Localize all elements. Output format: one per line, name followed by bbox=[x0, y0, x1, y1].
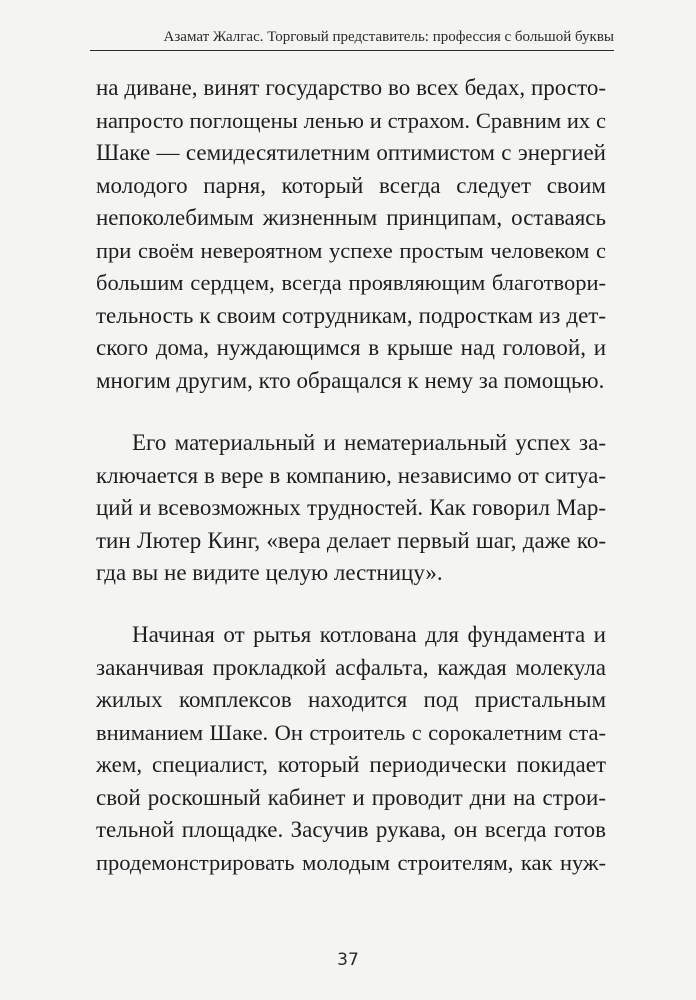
paragraph-3 bbox=[96, 619, 606, 879]
text-line: гда вы не видите целую лестницу». bbox=[96, 560, 443, 585]
text-line: тин Лютер Кинг, «вера делает первый шаг, даже ко- bbox=[96, 527, 606, 553]
text-line: продемонстрировать молодым строителям, как нуж- bbox=[96, 849, 606, 875]
running-header: Азамат Жалгас. Торговый представитель: профессия с большой буквы bbox=[90, 24, 614, 51]
paragraph-2 bbox=[96, 427, 606, 590]
text-line: напросто поглощены ленью и страхом. Сравним их с bbox=[96, 107, 606, 133]
text-line: тельность к своим сотрудникам, подросткам из дет- bbox=[96, 302, 606, 328]
text-line: жем, специалист, который периодически покидает bbox=[96, 752, 606, 777]
text-line: свой роскошный кабинет и проводит дни на строи- bbox=[96, 784, 606, 810]
text-line: Его материальный и нематериальный успех за- bbox=[132, 430, 606, 455]
text-line: ций и всевозможных трудностей. Как говорил Мар- bbox=[96, 495, 606, 520]
text-line: ключается в вере в компанию, независимо от ситуа- bbox=[96, 462, 606, 488]
text-line: ского дома, нуждающимся в крыше над головой, и bbox=[96, 335, 606, 360]
text-line: Шаке — семидесятилетним оптимистом с энергией bbox=[96, 140, 606, 165]
text-line: тельной площадке. Засучив рукава, он всегда готов bbox=[96, 817, 606, 842]
page-number: 37 bbox=[337, 950, 359, 970]
text-line: при своём невероятном успехе простым человеком с bbox=[96, 237, 606, 263]
text-line: на диване, винят государство во всех бедах, просто- bbox=[96, 75, 606, 100]
text-line: заканчивая прокладкой асфальта, каждая молекула bbox=[96, 654, 606, 680]
text-line: многим другим, кто обращался к нему за помощью. bbox=[96, 367, 605, 393]
paragraph-1 bbox=[96, 72, 606, 397]
text-line: жилых комплексов находится под пристальным bbox=[96, 687, 606, 712]
text-line: непоколебимым жизненным принципам, оставаясь bbox=[96, 205, 606, 230]
text-line: большим сердцем, всегда проявляющим благотвори- bbox=[96, 270, 606, 295]
text-line: вниманием Шаке. Он строитель с сорокалетним ста- bbox=[96, 719, 606, 745]
text-line: Начиная от рытья котлована для фундамента и bbox=[132, 622, 606, 647]
text-line: молодого парня, который всегда следует своим bbox=[96, 172, 606, 198]
